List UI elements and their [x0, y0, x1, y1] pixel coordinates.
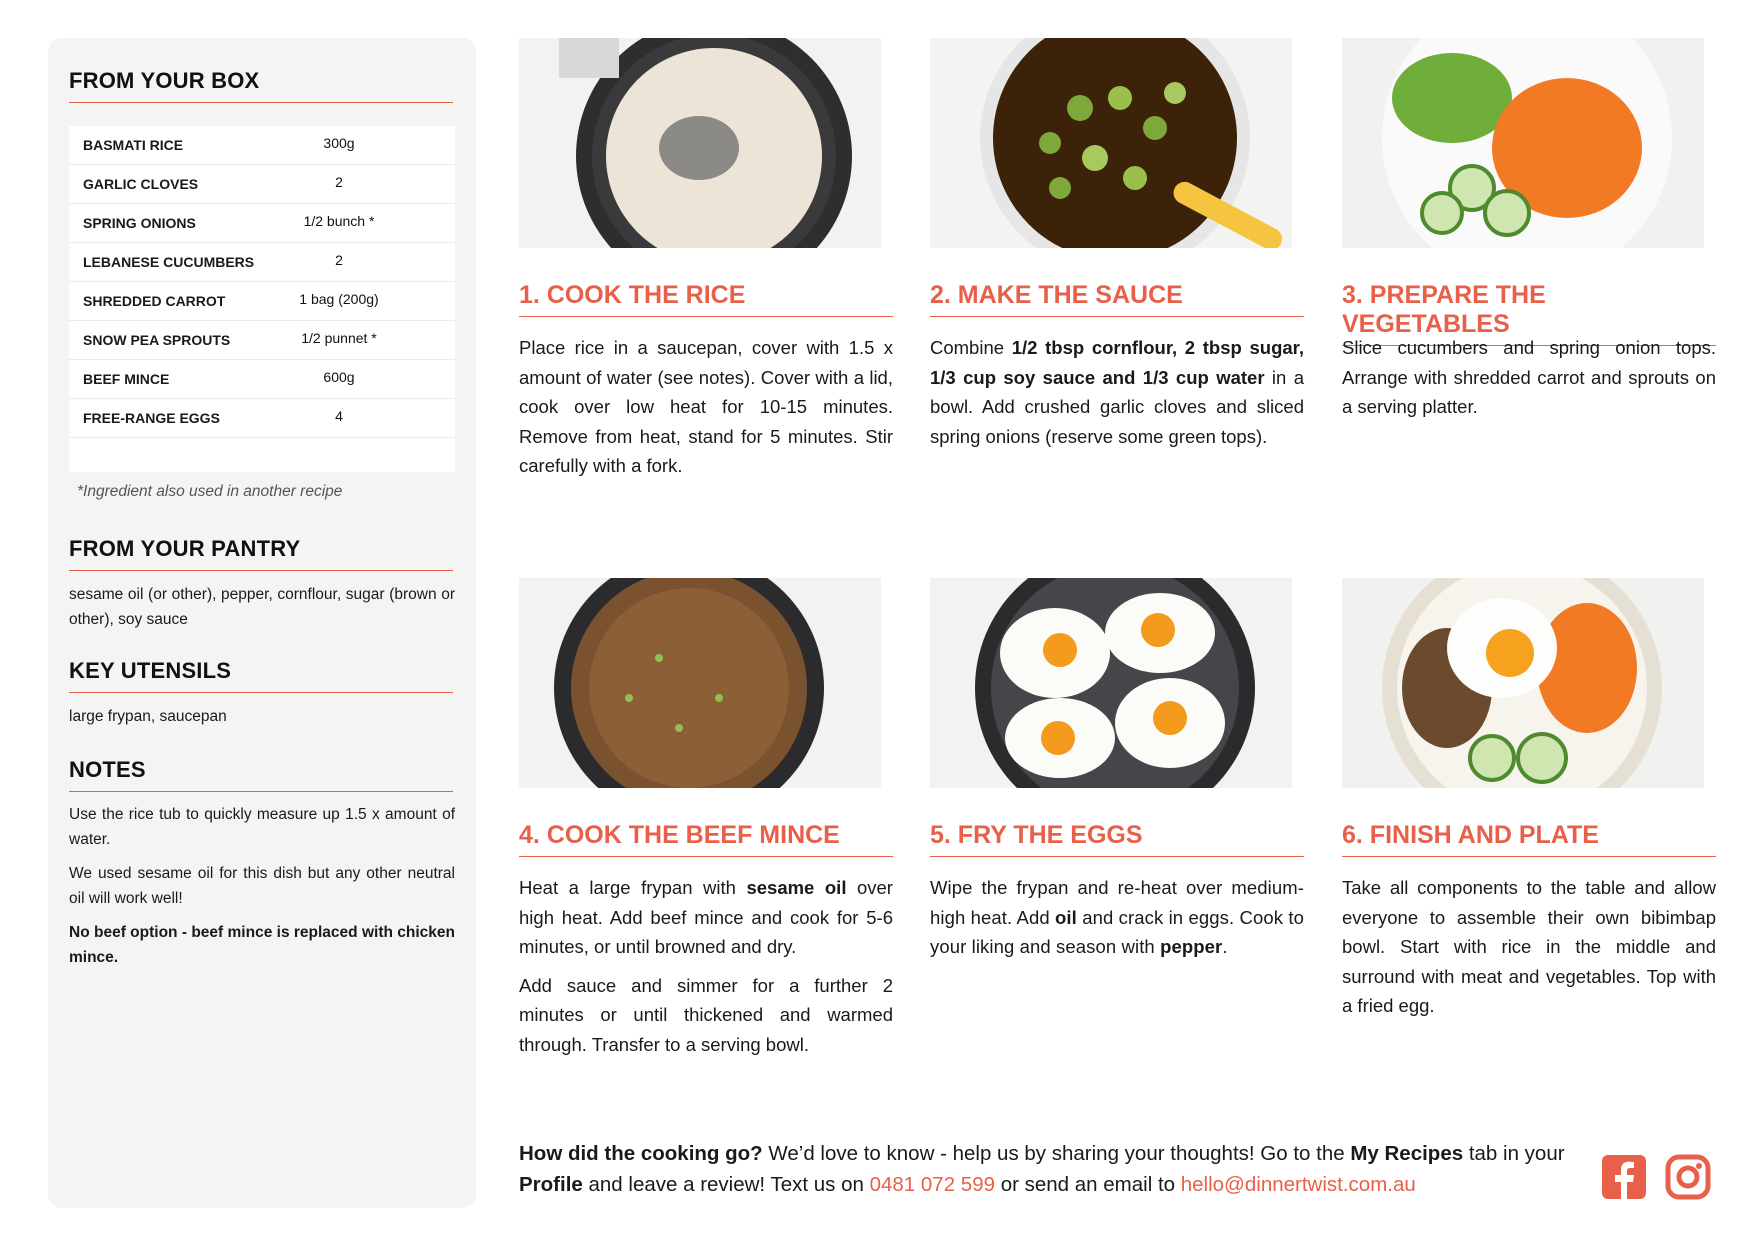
ingredient-row: [69, 126, 455, 165]
profile-link[interactable]: Profile: [519, 1173, 583, 1196]
ingredient-qty: 2: [335, 174, 343, 190]
step-3-paragraph: Slice cucumbers and spring onion tops. Arrange with shredded carrot and sprouts on a serving platter.: [1342, 337, 1716, 417]
step-6-text: [1342, 873, 1716, 1030]
email-link[interactable]: hello@dinnertwist.com.au: [1180, 1173, 1416, 1196]
key-utensils-heading: KEY UTENSILS: [69, 658, 453, 693]
step-6-title: 6. FINISH AND PLATE: [1342, 821, 1716, 857]
step-5-text: [930, 873, 1304, 971]
footer-text-2: tab in your: [1463, 1142, 1565, 1165]
note-2: We used sesame oil for this dish but any other neutral oil will work well!: [69, 865, 455, 907]
step-4-paragraph-2: Add sauce and simmer for a further 2 minutes or until thickened and warmed through. Transfer to a serving bowl.: [519, 974, 893, 1055]
step-5-title: 5. FRY THE EGGS: [930, 821, 1304, 857]
rice-in-pan-photo: [519, 38, 881, 248]
footer-text-4: or send an email to: [995, 1173, 1181, 1196]
from-your-pantry-heading: FROM YOUR PANTRY: [69, 536, 453, 571]
ingredient-name: SHREDDED CARROT: [83, 293, 226, 309]
step-2-text-c: in a bowl. Add crushed garlic cloves and sliced spring onions (reserve some green tops).: [930, 366, 1305, 447]
step-2-text: [930, 333, 1304, 460]
from-your-box-heading: FROM YOUR BOX: [69, 68, 453, 103]
ingredient-qty: 1/2 punnet *: [301, 330, 377, 346]
shared-ingredient-footnote: *Ingredient also used in another recipe: [77, 483, 343, 500]
step-3-title: 3. PREPARE THE VEGETABLES: [1342, 281, 1716, 346]
step-1-title: 1. COOK THE RICE: [519, 281, 893, 317]
ingredient-row: [69, 399, 455, 438]
ingredients-table: [69, 126, 455, 472]
step-1-paragraph: Place rice in a saucepan, cover with 1.5 x amount of water (see notes). Cover with a lid, cook over low heat for 10-15 minutes. Remove from heat, stand for 5 minutes. Stir carefully with a fork.: [519, 337, 893, 476]
step-5-text-e: .: [1222, 936, 1228, 957]
ingredient-qty: 600g: [323, 369, 355, 385]
ingredient-row: [69, 282, 455, 321]
step-4-text-bold: sesame oil: [746, 877, 847, 898]
step-2-title: 2. MAKE THE SAUCE: [930, 281, 1304, 317]
ingredient-row: [69, 243, 455, 282]
footer-text-3: and leave a review! Text us on: [582, 1173, 870, 1196]
pantry-text: sesame oil (or other), pepper, cornflour, sugar (brown or other), soy sauce: [69, 586, 455, 628]
ingredient-name: SPRING ONIONS: [83, 215, 196, 231]
step-2-text-a: Combine: [930, 337, 1012, 358]
ingredient-qty: 1 bag (200g): [299, 291, 379, 307]
step-4-text-c: over high heat. Add beef mince and cook for 5-6 minutes, or until browned and dry.: [519, 877, 893, 957]
ingredient-qty: 1/2 bunch *: [303, 213, 375, 229]
footer-text-1: We’d love to know - help us by sharing your thoughts! Go to the: [762, 1142, 1351, 1165]
feedback-question: How did the cooking go?: [519, 1142, 763, 1165]
notes-heading: NOTES: [69, 757, 453, 792]
step-5-text-c: and crack in eggs. Cook to your liking and season with: [930, 906, 1304, 957]
ingredient-name: FREE-RANGE EGGS: [83, 410, 220, 426]
note-3: No beef option - beef mince is replaced with chicken mince.: [69, 924, 455, 966]
beef-mince-pan-photo: [519, 578, 881, 788]
utensils-text: large frypan, saucepan: [69, 708, 227, 725]
ingredient-name: LEBANESE CUCUMBERS: [83, 254, 255, 270]
ingredient-name: GARLIC CLOVES: [83, 176, 199, 192]
step-5-text-bold-pepper: pepper: [1160, 936, 1223, 957]
ingredients-sidebar: [48, 38, 476, 1208]
ingredient-qty: 2: [335, 252, 343, 268]
step-1-text: [519, 333, 893, 490]
ingredient-qty: 4: [335, 408, 343, 424]
note-1: Use the rice tub to quickly measure up 1.5 x amount of water.: [69, 806, 455, 848]
step-4-title: 4. COOK THE BEEF MINCE: [519, 821, 893, 857]
vegetable-platter-photo: [1342, 38, 1704, 248]
step-2-text-bold: 1/2 tbsp cornflour, 2 tbsp sugar, 1/3 cup soy sauce and 1/3 cup water: [930, 337, 1304, 388]
step-3-text: [1342, 333, 1716, 431]
ingredient-qty: 300g: [323, 135, 355, 151]
phone-number-link[interactable]: 0481 072 599: [869, 1173, 995, 1196]
ingredient-row: [69, 360, 455, 399]
fried-eggs-pan-photo: [930, 578, 1292, 788]
my-recipes-link[interactable]: My Recipes: [1350, 1142, 1464, 1165]
feedback-footer: [519, 1138, 1579, 1200]
step-5-text-bold-oil: oil: [1055, 906, 1077, 928]
step-6-paragraph: Take all components to the table and allow everyone to assemble their own bibimbap bowl. Start with rice in the middle and surround with meat and vegetables. Top with a fried egg.: [1342, 877, 1716, 1016]
step-5-text-a: Wipe the frypan and re-heat over medium-high heat. Add: [930, 877, 1304, 928]
facebook-icon[interactable]: [1600, 1153, 1648, 1201]
bibimbap-bowl-photo: [1342, 578, 1704, 788]
ingredient-name: BEEF MINCE: [83, 371, 170, 387]
ingredient-row: [69, 321, 455, 360]
ingredient-name: BASMATI RICE: [83, 137, 184, 153]
step-4-text: [519, 873, 893, 1068]
step-4-text-a: Heat a large frypan with: [519, 877, 747, 898]
ingredient-row: [69, 165, 455, 204]
ingredient-name: SNOW PEA SPROUTS: [83, 332, 231, 348]
sauce-bowl-photo: [930, 38, 1292, 248]
ingredient-row: [69, 204, 455, 243]
instagram-icon[interactable]: [1664, 1153, 1712, 1201]
